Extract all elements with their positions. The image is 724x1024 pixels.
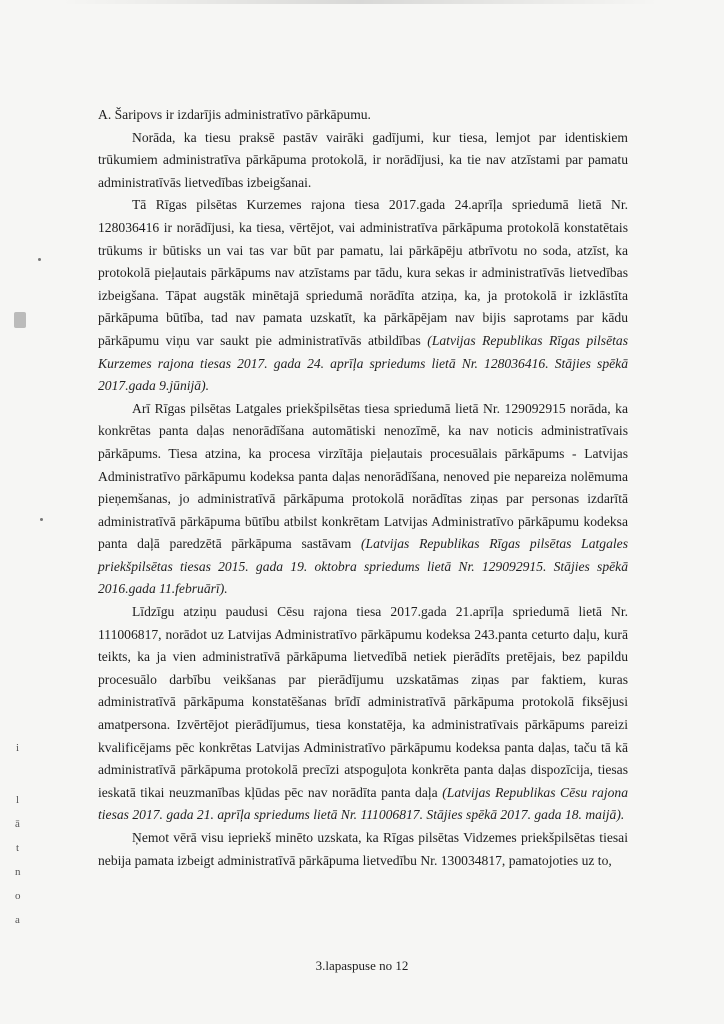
- margin-mark: i: [16, 742, 20, 754]
- citation: (Latvijas Republikas Cēsu rajona tiesas 2017. gada 21. aprīļa spriedums lietā Nr. 111006817. Stājies spēkā 2017. gada 18. maijā).: [98, 784, 628, 823]
- paragraph-kurzeme-court: [98, 194, 628, 397]
- paragraph-latgale-court: [98, 398, 628, 601]
- margin-mark: ā: [15, 818, 20, 830]
- paragraph-court-practice: [98, 127, 628, 195]
- page-number-footer: 3.lapaspuse no 12: [315, 958, 409, 973]
- scan-artifact-blot: [14, 312, 26, 328]
- paragraph-text: Ņemot vērā visu iepriekš minēto uzskata, ka Rīgas pilsētas Vidzemes priekšpilsētas tiesai nebija pamata izbeigt administratīvā pārkāpuma lietvedību Nr. 130034817, pamatojoties uz to,: [98, 830, 628, 868]
- paragraph-intro: [98, 104, 628, 127]
- margin-mark: t: [16, 842, 20, 854]
- paragraph-cesis-court: [98, 601, 628, 827]
- margin-mark: l: [16, 794, 20, 806]
- paragraph-text: Līdzīgu atziņu paudusi Cēsu rajona tiesa 2017.gada 21.aprīļa spriedumā lietā Nr. 111006817, norādot uz Latvijas Administratīvo pārkāpumu kodeksa 243.panta ceturto daļu, kurā teikts, ka ja vien administratīvā pārkāpuma lietvedībā netiek pierādīts pretējais, bez papildu procesuālo darbību veikšanas par pierādījumu uzskatāmas ziņas par faktiem, kuras administratīvā pārkāpuma konstatēšanas brīdī administratīvā pārkāpuma protokolā fiksējusi amatpersona. Izvērtējot pierādījumus, tiesa konstatēja, ka administratīvais pārkāpums pareizi kvalificējams pēc konkrētas Latvijas Administratīvo pārkāpumu kodeksa panta daļas, taču tā kā administratīvā pārkāpuma protokolā precīzi atspoguļota konkrēta panta daļas dispozīcija, tiesas ieskatā tikai neuzmanības kļūdas pēc nav norādīta panta daļa: [98, 604, 628, 800]
- paragraph-text: A. Šaripovs ir izdarījis administratīvo pārkāpumu.: [98, 107, 371, 122]
- margin-mark: n: [15, 866, 21, 878]
- scan-artifact-dot: [38, 258, 41, 261]
- document-body: [98, 104, 628, 872]
- paragraph-text: Norāda, ka tiesu praksē pastāv vairāki gadījumi, kur tiesa, lemjot par identiskiem trūkumiem administratīva pārkāpuma protokolā, ir norādījusi, ka tie nav atzīstami par pamatu administratīvās lietvedības izbeigšanai.: [98, 129, 628, 190]
- scan-artifact-dot: [40, 518, 43, 521]
- citation: (Latvijas Republikas Rīgas pilsētas Latgales priekšpilsētas tiesas 2015. gada 19. oktobra spriedums lietā Nr. 129092915. Stājies spēkā 2016.gada 11.februārī).: [98, 536, 628, 597]
- paragraph-conclusion: [98, 827, 628, 872]
- scan-edge-shadow: [60, 0, 660, 4]
- citation: (Latvijas Republikas Rīgas pilsētas Kurzemes rajona tiesas 2017. gada 24. aprīļa spriedums lietā Nr. 128036416. Stājies spēkā 2017.gada 9.jūnijā).: [98, 332, 628, 394]
- paragraph-text: Tā Rīgas pilsētas Kurzemes rajona tiesa 2017.gada 24.aprīļa spriedumā lietā Nr. 128036416 ir norādījusi, ka tiesa, vērtējot, vai administratīva pārkāpuma protokolā konstatētais trūkums ir būtisks un vai tas var būt par pamatu, lai pārkāpēju atbrīvotu no soda, atzīst, ka protokolā pieļautais pārkāpums nav atzīstams par tādu, kura sekas ir administratīvās lietvedības izbeigšana. Tāpat augstāk minētajā spriedumā norādīta atziņa, ka, ja protokolā ir izklāstīta pārkāpuma būtība, tad nav pamata uzskatīt, ka pārkāpējam nav bijis saprotams par kādu pārkāpumu viņu var saukt pie administratīvās atbildības: [98, 197, 628, 348]
- paragraph-text: Arī Rīgas pilsētas Latgales priekšpilsētas tiesa spriedumā lietā Nr. 129092915 norāda, ka konkrētas panta daļas nenorādīšana automātiski nenozīmē, ka nav noticis administratīvais pārkāpums. Tiesa atzina, ka procesa virzītāja pieļautais procesuālais pārkāpums - Latvijas Administratīvo pārkāpumu kodeksa panta daļas nenorādīšana, nenoved pie nepareiza nolēmuma pieņemšanas, jo administratīvā pārkāpuma protokolā norādītas ziņas par personas izdarītā administratīvā pārkāpuma būtību atbilst konkrētam Latvijas Administratīvo pārkāpumu kodeksa panta daļā paredzētā pārkāpuma sastāvam: [98, 400, 628, 552]
- margin-mark: a: [15, 914, 20, 926]
- margin-mark: o: [15, 890, 21, 902]
